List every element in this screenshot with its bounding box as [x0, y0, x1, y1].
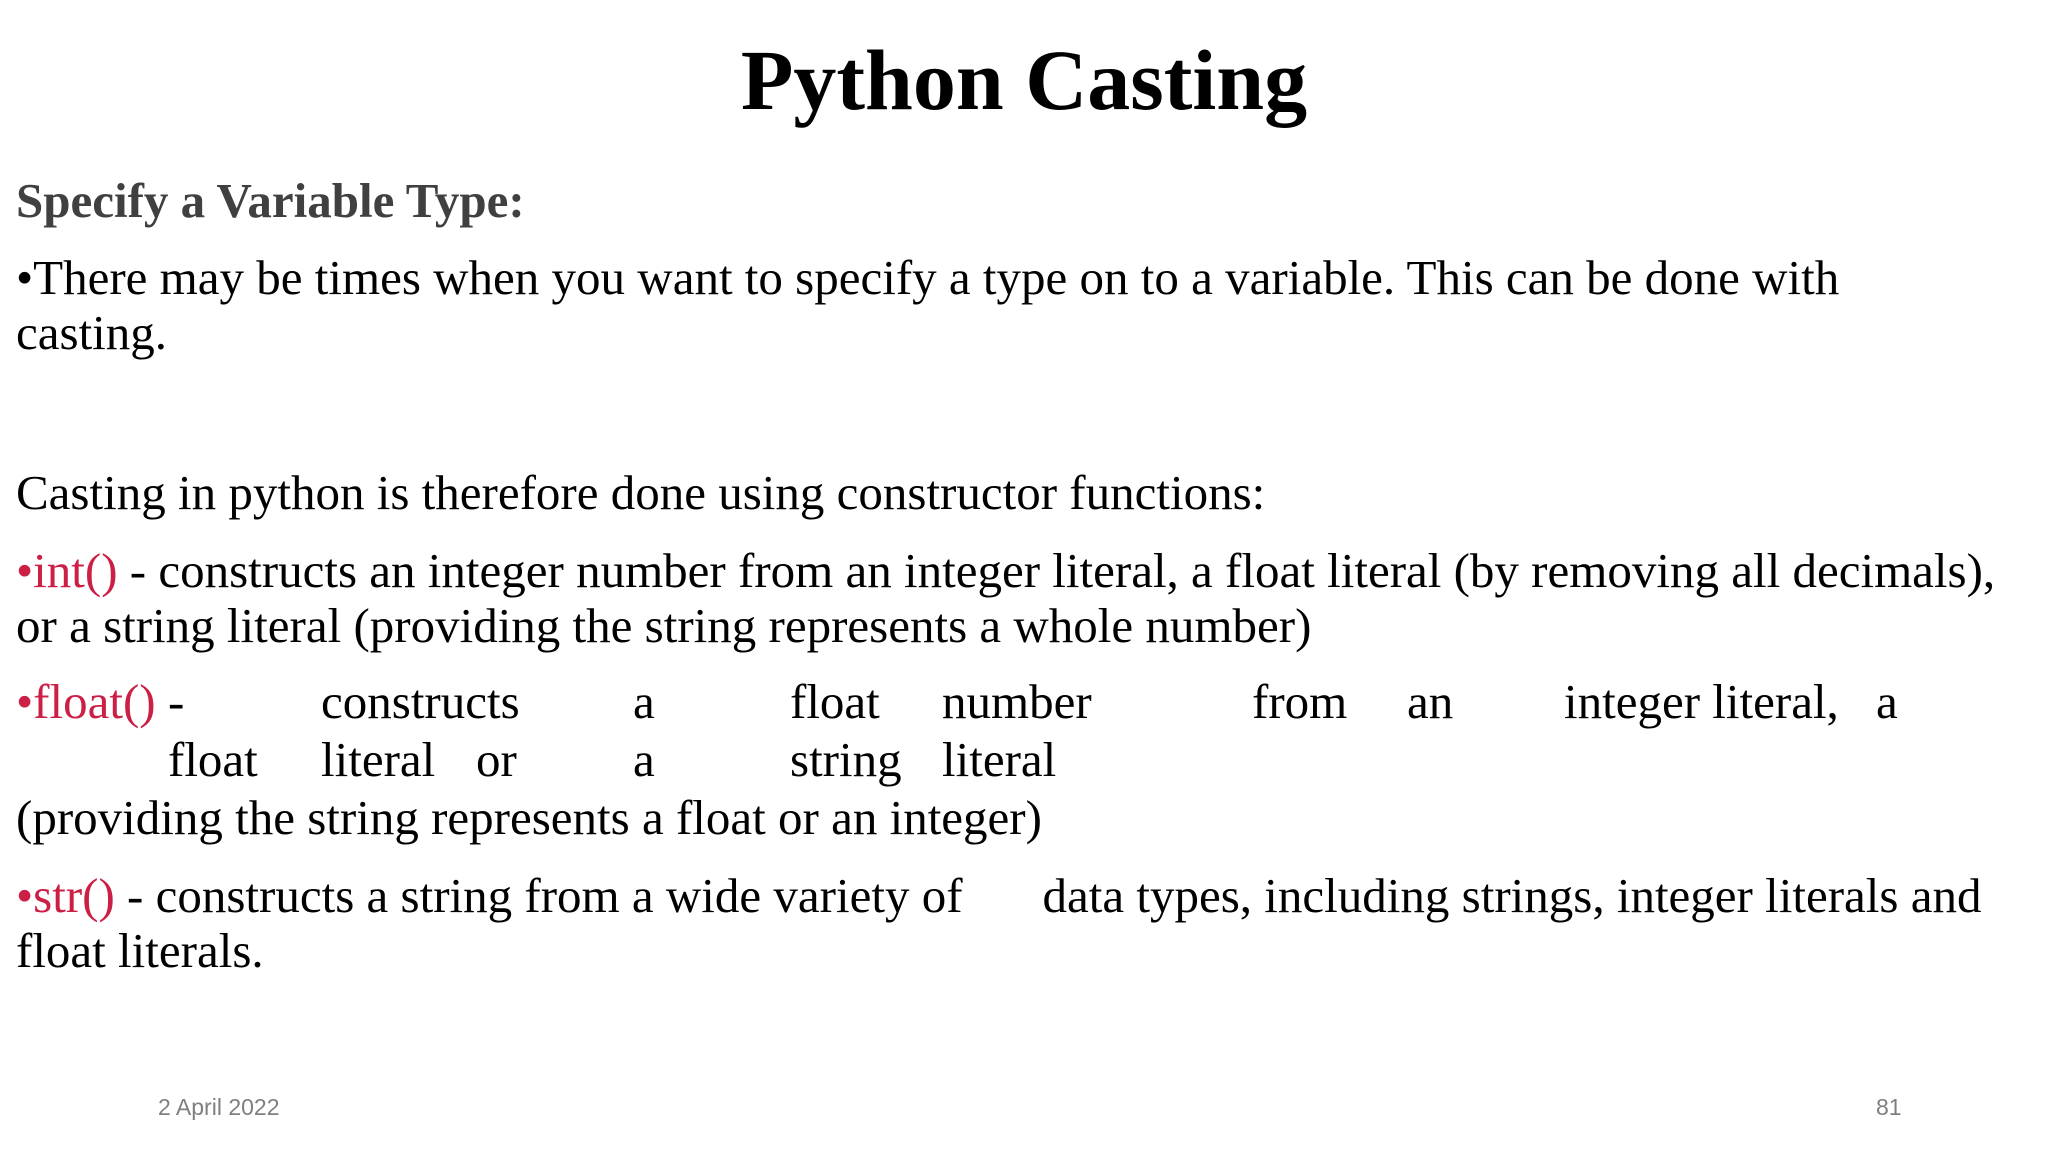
float-word: or	[476, 732, 517, 787]
str-description-part2: data types, including strings, integer literals and float literals.	[16, 868, 1982, 978]
slide-title: Python Casting	[740, 32, 1308, 128]
lead-paragraph: Casting in python is therefore done using constructor functions:	[16, 465, 1266, 520]
section-heading: Specify a Variable Type:	[16, 173, 525, 228]
float-word: string	[790, 732, 902, 787]
str-description-part1: - constructs a string from a wide variety of	[114, 868, 963, 923]
bullet-mark: •	[16, 250, 34, 305]
str-item	[16, 868, 1996, 978]
float-word: literal	[321, 732, 436, 787]
float-word: a	[633, 674, 655, 729]
float-word: integer literal,	[1564, 674, 1839, 729]
float-word: constructs	[321, 674, 520, 729]
intro-paragraph	[16, 250, 1996, 360]
float-word: from	[1252, 674, 1348, 729]
float-word: float	[790, 674, 880, 729]
float-tail: (providing the string represents a float or an integer)	[16, 790, 1042, 845]
str-function-name: •str()	[16, 868, 115, 923]
float-item	[16, 673, 1996, 843]
float-word: a	[633, 732, 655, 787]
float-word: number	[942, 674, 1092, 729]
int-description: - constructs an integer number from an integer literal, a float literal (by removing all decimals), or a string literal (providing the string represents a whole number)	[16, 543, 1996, 653]
int-function-name: •int()	[16, 543, 118, 598]
float-word: an	[1407, 674, 1454, 729]
page-number: 81	[1876, 1094, 1902, 1120]
intro-text: There may be times when you want to specify a type on to a variable. This can be done with casting.	[16, 250, 1840, 360]
float-word: a	[1876, 674, 1898, 729]
float-word: -	[168, 674, 185, 729]
int-item	[16, 543, 1996, 653]
float-word: float	[168, 732, 258, 787]
footer-date: 2 April 2022	[158, 1094, 280, 1120]
float-function-name: •float()	[16, 674, 156, 729]
float-word: literal	[942, 732, 1057, 787]
